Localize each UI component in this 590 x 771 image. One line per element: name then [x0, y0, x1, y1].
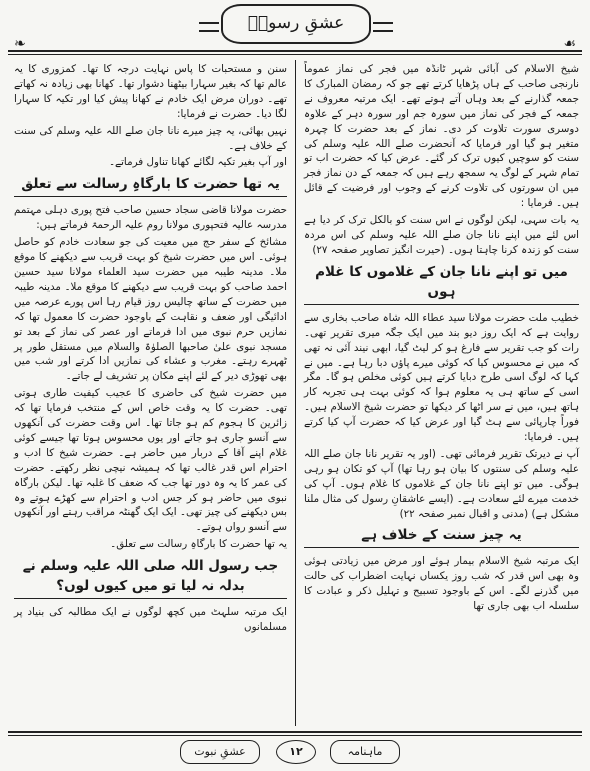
section-heading: یہ چیز سنت کے خلاف ہے: [304, 525, 579, 548]
section-heading: میں تو اپنے نانا جان کے غلاموں کا غلام ہوں: [304, 262, 579, 305]
paragraph: سنن و مستحبات کا پاس نہایت درجہ کا تھا۔ کمزوری کا یہ عالم تھا کہ بغیر سہارا بیٹھنا دشوار تھا۔ کھانا بھی زیادہ نہ کھاتے تھے۔ دوران مرض ایک خادم نے کھانا پیش کیا اور تکیہ کا سہارا لگا دیا۔ حضرت نے فرمایا:: [14, 63, 287, 120]
footer-magazine-label: ماہنامہ: [330, 740, 400, 764]
section-heading: جب رسول اللہ صلی اللہ علیہ وسلم نے بدلہ نہ لیا تو میں کیوں لوں؟: [14, 556, 287, 599]
paragraph: یہ تھا حضرت کا بارگاہِ رسالت سے تعلق۔: [110, 538, 287, 551]
page-footer: [0, 728, 590, 771]
paragraph: شیخ الاسلام کی آبائی شہر ٹانڈہ میں فجر کی نماز عموماً نارنجی صاحب کے ہاں پڑھایا کرتے تھے جو کہ رمضان المبارک کا جمعہ گذارنے کے بعد وہاں آتے ہوتے تھے۔ ایک مرتبہ معروف نے جمعہ کے فجر کی نماز میں سورہ جم اور سورہ دہر کے علاوہ دوسری سورت تلاوت کر دی۔ نماز کے بعد حضرت کا چہرہ متغیر ہو گیا اور فرمایا کہ آنحضرت صلے اللہ علیہ وسلم کی سنت کو سوچیں کیوں ترک کر گئے۔ عرض کیا کہ حضرت اب تو تمام شہر کے لوگ یہ سمجھ رہے ہیں کہ جمعہ کے دن نماز فجر میں ان سورتوں کی تلاوت کرنے کے وجوب اور فرضیت کے قائل ہیں۔ فرمایا :: [304, 63, 579, 210]
footer-rule-thin: [8, 735, 582, 736]
section-heading: یہ تھا حضرت کا بارگاہِ رسالت سے تعلق: [14, 174, 287, 197]
quote-paragraph: نہیں بھائی، یہ چیز میرے نانا جان صلے اللہ علیہ وسلم کی سنت کے خلاف ہے۔: [14, 124, 287, 152]
ornament-icon: ☙: [563, 36, 576, 52]
page-header: [0, 0, 590, 62]
footer-rule: [8, 731, 582, 733]
paragraph: اور آپ بغیر تکیہ لگائے کھانا تناول فرماتے۔: [109, 156, 287, 169]
running-title: عشقِ رسولؐ: [247, 13, 345, 33]
header-cartouche: [221, 4, 371, 44]
right-column: [300, 62, 585, 616]
paragraph: میں حضرت شیخ کی حاضری کا عجیب کیفیت طاری ہوتی تھی۔ حضرت کا یہ وقت خاص اس کے منتخب فرمایا تھا کہ زائرین کا ہجوم کم ہو جاتا تھا۔ اس وقت حضرت کی آنکھوں سے آنسو جاری ہو جاتے اور یوں محسوس ہوتا تھا جیسے کوئی غلام اپنے آقا کے دربار میں حاضر ہے۔ حضرت شیخ کا ادب و احترام اس قدر غالب تھا کہ ہمیشہ نیچی نظر رکھتے۔ حضرت کی عمر کا یہ وہ دور تھا جب کہ ضعف کا غلبہ تھا۔ لیکن بارگاہ نبوی میں حاضر ہو کر جس ادب و احترام سے کھڑے ہوتے وہ بس دیکھنے کی چیز تھی۔ ایک ایک گھنٹہ مراقب رہتے اور آنکھوں سے آنسو رواں ہوتے۔: [14, 387, 287, 534]
paragraph: ایک مرتبہ شیخ الاسلام بیمار ہوئے اور مرض میں زیادتی ہوئی وہ بھی اس قدر کہ شب روز یکساں نہایت اضطراب کی حالت میں گذرنے لگے۔ اس کے باوجود تسبیح و تہلیل ذکر و عبادت کا سلسلہ اب بھی جاری تھا: [304, 555, 579, 613]
column-divider: [295, 60, 296, 726]
left-column: [8, 62, 291, 637]
footer-book-label: عشقِ نبوت: [180, 740, 260, 764]
quote-paragraph: آپ نے دیرتک تقریر فرمائی تھی۔ (اور یہ تقریر نانا جان صلے اللہ علیہ وسلم کی سنتوں کا بیان ہو رہا تھا) آپ کو تکان ہو رہی ہوگی۔ میں تو اپنے نانا جان کے غلاموں کا غلام ہوں۔ آپ کی خدمت میرے لئے سعادت ہے۔ (ایسے عاشقانِ رسول کی مثال ملنا مشکل ہے) (مدنی و اقبال نمبر صفحہ ۲۲): [304, 447, 579, 520]
page-number: ۱۲: [276, 740, 316, 764]
ornament-icon: ❧: [14, 36, 26, 52]
header-rule: [8, 50, 582, 52]
paragraph: مشائخ کے سفر حج میں معیت کی جو سعادت خادم کو حاصل ہوئی۔ اس میں حضرت شیخ کو بہت قریب سے دیکھنے کا موقع ملا۔ مدینہ طیبہ میں حضرت سید العلماء مولانا سید حسین احمد صاحب کو بہت قریب سے دیکھنے کا موقع ملا۔ مدینہ طیبہ میں حضرت کے ساتھ چالیس روز قیام رہا اس پورے عرصہ میں ادائیگی اور ضعف و نقاہت کے باوجود حضرت کا معمول تھا کہ نمازیں حرم نبوی میں ادا فرماتے اور عصر کی نماز کے بعد تو مسجد نبوی علیٰ صاحبھا الصلوٰۃ والسلام میں مستقل طور پر ٹھہرے رہتے۔ مغرب و عشاء کی نمازیں ادا کرتے اور شب میں بھی تھوڑی دیر کے لئے اپنے مکان پر تشریف لے جاتے۔: [14, 236, 287, 383]
paragraph: حضرت مولانا قاضی سجاد حسین صاحب فتح پوری دہلی مہتمم مدرسہ عالیہ فتحپوری مولانا روم علیہ الرحمۃ فرماتے ہیں:: [14, 204, 287, 232]
quote-paragraph: یہ بات سہی، لیکن لوگوں نے اس سنت کو بالکل ترک کر دیا ہے اس لئے میں اپنے نانا جان صلے اللہ علیہ وسلم کی اس مردہ سنت کو زندہ کرنا چاہتا ہوں۔ (حیرت انگیز تصاویر صفحہ ۲۷): [304, 214, 579, 256]
paragraph: خطیب ملت حضرت مولانا سید عطاء اللہ شاہ صاحب بخاری سے روایت ہے کہ ایک روز دیو بند میں ایک جگہ میری تقریر تھی۔ رات کو جب تقریر سے فارغ ہو کر لیٹ گیا، ابھی نیند آئی نہ تھی کہ میں نے محسوس کیا کہ کوئی میرے پاؤں دبا رہا ہے۔ میں نے کہا کہ لوگ اسی طرح دبایا کرتے ہیں کوئی مخلص ہو گا۔ مگر اسی کے ساتھ ہی یہ معلوم ہوا کہ کوئی بہت ہی تجربہ کار ہاتھ ہیں، میں نے سر اٹھا کر دیکھا تو حضرت شیخ الاسلام ہیں۔ فوراً چارپائی سے ہٹ گیا اور عرض کیا کہ حضرت آپ کیا کرتے ہیں۔ فرمایا:: [304, 311, 579, 444]
header-rule-thin: [8, 54, 582, 55]
paragraph: ایک مرتبہ سلہٹ میں کچھ لوگوں نے ایک مطالبہ کی بنیاد پر مسلمانوں: [14, 606, 287, 634]
